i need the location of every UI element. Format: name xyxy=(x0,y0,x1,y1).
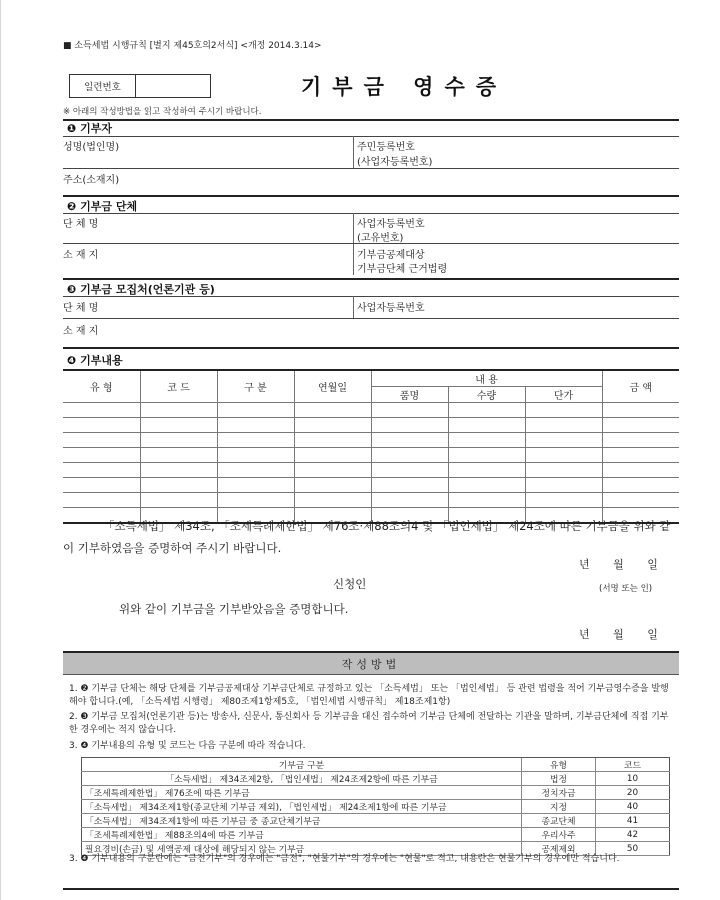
table-row xyxy=(82,814,670,828)
donor-name-label: 성명(법인명) xyxy=(63,142,120,153)
code-rows xyxy=(82,772,670,856)
code-category-cell: 「소득세법」 제34조제1항(종교단체 기부금 제외), 「법인세법」 제24조제1항에 따른 기부금 xyxy=(82,800,522,814)
table-cell[interactable] xyxy=(371,463,448,478)
table-cell[interactable] xyxy=(371,478,448,493)
org-basis-label-alt: 기부금단체 근거법령 xyxy=(357,264,448,275)
header-item: 품명 xyxy=(371,387,448,403)
table-cell[interactable] xyxy=(217,418,294,433)
code-type-cell: 공제제외 xyxy=(522,842,596,856)
code-type-cell: 종교단체 xyxy=(522,814,596,828)
table-row xyxy=(63,403,679,418)
table-cell[interactable] xyxy=(140,448,217,463)
header-type: 유 형 xyxy=(63,370,140,403)
form-reference: ■ 소득세법 시행규칙 [별지 제45호의2서식] <개정 2014.3.14> xyxy=(63,41,322,51)
table-cell[interactable] xyxy=(525,418,602,433)
table-cell[interactable] xyxy=(525,433,602,448)
table-cell[interactable] xyxy=(448,493,525,508)
table-cell[interactable] xyxy=(217,448,294,463)
table-cell[interactable] xyxy=(448,403,525,418)
table-cell[interactable] xyxy=(63,418,140,433)
guide-item-4: 3. ❹ 기부내용의 구분란에는 "금전기부"의 경우에는 "금전", "현물기부"의 경우에는 "현물"로 적고, 내용란은 현물기부의 경우에만 적습니다. xyxy=(69,854,620,864)
table-row xyxy=(63,463,679,478)
collector-bizno-label: 사업자등록번호 xyxy=(357,303,425,314)
applicant-label: 신청인 xyxy=(333,577,367,591)
guide-header: 작성방법 xyxy=(63,651,679,675)
collector-section-title: ❸ 기부금 모집처(언론기관 등) xyxy=(67,283,215,296)
table-cell[interactable] xyxy=(294,478,371,493)
table-cell[interactable] xyxy=(140,478,217,493)
signature-field[interactable]: (서명 또는 인) xyxy=(599,584,653,594)
table-cell[interactable] xyxy=(63,493,140,508)
table-cell[interactable] xyxy=(140,403,217,418)
row-divider xyxy=(63,243,679,244)
row-divider xyxy=(63,136,679,137)
table-cell[interactable] xyxy=(602,448,679,463)
org-basis-label: 기부금공제대상 xyxy=(357,250,425,261)
instruction-note: ※ 아래의 작성방법을 읽고 작성하여 주시기 바랍니다. xyxy=(63,107,262,117)
table-cell[interactable] xyxy=(448,478,525,493)
bottom-border xyxy=(63,888,679,890)
org-name-label: 단 체 명 xyxy=(63,219,99,230)
code-header-code: 코드 xyxy=(596,758,670,772)
row-divider xyxy=(63,168,679,169)
column-divider xyxy=(353,213,354,275)
table-row xyxy=(63,418,679,433)
section-divider xyxy=(63,119,679,121)
table-cell[interactable] xyxy=(63,403,140,418)
table-cell[interactable] xyxy=(217,403,294,418)
table-cell[interactable] xyxy=(448,448,525,463)
donor-id-label: 주민등록번호 xyxy=(357,142,415,153)
code-type-cell: 지정 xyxy=(522,800,596,814)
table-cell[interactable] xyxy=(63,433,140,448)
table-cell[interactable] xyxy=(602,478,679,493)
header-qty: 수량 xyxy=(448,387,525,403)
table-cell[interactable] xyxy=(602,463,679,478)
table-cell[interactable] xyxy=(371,433,448,448)
table-cell[interactable] xyxy=(217,478,294,493)
table-cell[interactable] xyxy=(294,433,371,448)
code-category-cell: 「조세특례제한법」 제76조에 따른 기부금 xyxy=(82,786,522,800)
guide-item-3: 3. ❹ 기부내용의 유형 및 코드는 다음 구분에 따라 적습니다. xyxy=(69,741,306,751)
section-divider xyxy=(63,347,679,349)
table-cell[interactable] xyxy=(140,433,217,448)
table-row xyxy=(82,828,670,842)
column-divider xyxy=(353,296,354,318)
table-cell[interactable] xyxy=(140,493,217,508)
header-date: 연월일 xyxy=(294,370,371,403)
table-cell[interactable] xyxy=(217,433,294,448)
serial-number-label: 일련번호 xyxy=(70,75,136,97)
table-row xyxy=(82,786,670,800)
content-section-title: ❹ 기부내용 xyxy=(67,354,123,367)
serial-number-field[interactable] xyxy=(136,75,210,97)
donor-section-title: ❶ 기부자 xyxy=(67,122,113,135)
row-divider xyxy=(63,296,679,297)
code-value-cell: 10 xyxy=(596,772,670,786)
code-table xyxy=(81,757,670,856)
code-category-cell: 「소득세법」 제34조제2항, 「법인세법」 제24조제2항에 따른 기부금 xyxy=(82,772,522,786)
org-bizno-label-alt: (고유번호) xyxy=(357,233,404,244)
table-cell[interactable] xyxy=(63,463,140,478)
code-category-cell: 「소득세법」 제34조제1항에 따른 기부금 중 종교단체기부금 xyxy=(82,814,522,828)
table-cell[interactable] xyxy=(525,403,602,418)
table-cell[interactable] xyxy=(525,448,602,463)
table-cell[interactable] xyxy=(294,403,371,418)
serial-number-box xyxy=(69,74,211,98)
org-bizno-label: 사업자등록번호 xyxy=(357,219,425,230)
table-cell[interactable] xyxy=(448,433,525,448)
table-cell[interactable] xyxy=(217,463,294,478)
table-cell[interactable] xyxy=(294,448,371,463)
receipt-certification-text: 위와 같이 기부금을 기부받았음을 증명합니다. xyxy=(119,602,349,616)
table-cell[interactable] xyxy=(294,493,371,508)
table-cell[interactable] xyxy=(371,403,448,418)
code-header-category: 기부금 구분 xyxy=(82,758,522,772)
row-divider xyxy=(63,213,679,214)
collector-location-label: 소 재 지 xyxy=(63,326,99,337)
code-category-cell: 「조세특례제한법」 제88조의4에 따른 기부금 xyxy=(82,828,522,842)
code-value-cell: 50 xyxy=(596,842,670,856)
code-value-cell: 42 xyxy=(596,828,670,842)
table-cell[interactable] xyxy=(371,418,448,433)
table-cell[interactable] xyxy=(602,403,679,418)
certification-request-text: 「소득세법」 제34조, 「조세특례제한법」 제76조·제88조의4 및 「법인세법」 제24조에 따른 기부금을 위와 같이 기부하였음을 증명하여 주시기 바랍니다. xyxy=(63,519,671,555)
table-cell[interactable] xyxy=(448,418,525,433)
table-cell[interactable] xyxy=(63,478,140,493)
code-type-cell: 정치자금 xyxy=(522,786,596,800)
table-cell[interactable] xyxy=(602,493,679,508)
table-row xyxy=(82,800,670,814)
code-value-cell: 40 xyxy=(596,800,670,814)
receipt-date[interactable]: 년 월 일 xyxy=(579,628,658,641)
table-cell[interactable] xyxy=(371,448,448,463)
table-row xyxy=(63,433,679,448)
code-category-cell: 필요경비(손금) 및 세액공제 대상에 해당되지 않는 기부금 xyxy=(82,842,522,856)
section-divider xyxy=(63,278,679,280)
table-cell[interactable] xyxy=(602,433,679,448)
table-cell[interactable] xyxy=(217,493,294,508)
donor-id-label-alt: (사업자등록번호) xyxy=(357,157,433,168)
code-value-cell: 20 xyxy=(596,786,670,800)
table-cell[interactable] xyxy=(525,463,602,478)
table-cell[interactable] xyxy=(371,493,448,508)
donation-content-table xyxy=(63,369,679,524)
guide-item-2: 2. ❸ 기부금 모집처(언론기관 등)는 방송사, 신문사, 통신회사 등 기부금을 대신 접수하여 기부금 단체에 전달하는 기관을 말하며, 기부금단체에 직접 기부한 경우에는 적지 않습니다. xyxy=(69,712,669,735)
header-amount: 금 액 xyxy=(602,370,679,403)
table-row xyxy=(82,772,670,786)
header-detail: 내 용 xyxy=(371,370,602,387)
row-divider xyxy=(63,318,679,319)
org-location-label: 소 재 지 xyxy=(63,250,99,261)
table-cell[interactable] xyxy=(140,418,217,433)
table-row xyxy=(63,448,679,463)
collector-name-label: 단 체 명 xyxy=(63,303,99,314)
org-section-title: ❷ 기부금 단체 xyxy=(67,200,138,213)
code-type-cell: 우리사주 xyxy=(522,828,596,842)
guide-item-1: 1. ❷ 기부금 단체는 해당 단체를 기부금공제대상 기부금단체로 규정하고 있는 「소득세법」 또는 「법인세법」 등 관련 법령을 적어 기부금영수증을 발행해야 합니다.(예, 「소득세법 시행령」 제80조제1항제5호, 「법인세법 시행규칙」 제18조제1항) xyxy=(69,684,669,707)
header-price: 단가 xyxy=(525,387,602,403)
donor-address-label: 주소(소재지) xyxy=(63,175,120,186)
header-category: 구 분 xyxy=(217,370,294,403)
table-cell[interactable] xyxy=(140,463,217,478)
donation-rows xyxy=(63,403,679,523)
code-type-cell: 법정 xyxy=(522,772,596,786)
table-row xyxy=(63,478,679,493)
table-cell[interactable] xyxy=(448,463,525,478)
table-cell[interactable] xyxy=(63,448,140,463)
table-cell[interactable] xyxy=(294,463,371,478)
section-divider xyxy=(63,195,679,197)
table-cell[interactable] xyxy=(294,418,371,433)
table-cell[interactable] xyxy=(525,478,602,493)
request-date[interactable]: 년 월 일 xyxy=(579,558,658,571)
table-cell[interactable] xyxy=(602,418,679,433)
table-cell[interactable] xyxy=(525,493,602,508)
page-title: 기부금 영수증 xyxy=(301,75,508,99)
code-header-type: 유형 xyxy=(522,758,596,772)
header-code: 코 드 xyxy=(140,370,217,403)
column-divider xyxy=(353,136,354,168)
table-row xyxy=(63,493,679,508)
code-value-cell: 41 xyxy=(596,814,670,828)
